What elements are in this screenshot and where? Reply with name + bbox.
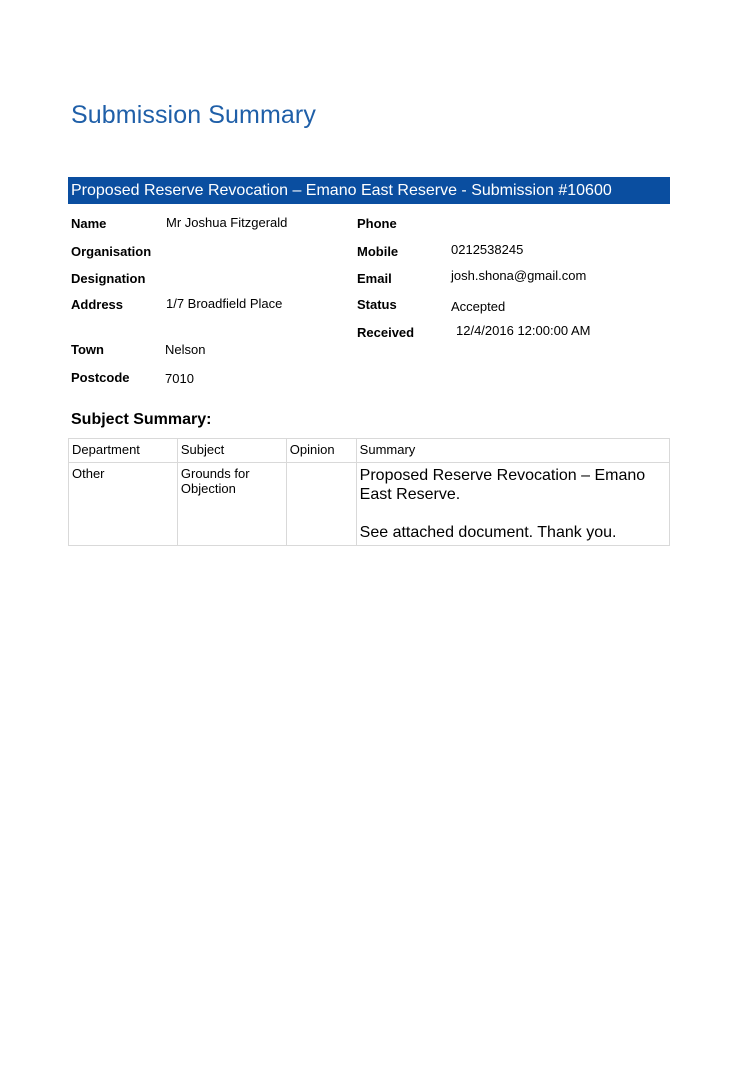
submission-title-bar: Proposed Reserve Revocation – Emano East Reserve - Submission #10600 [68,177,670,204]
mobile-label: Mobile [357,244,399,259]
summary-line: Proposed Reserve Revocation – Emano East Reserve. [359,467,646,503]
column-header-department: Department [69,439,178,463]
status-value: Accepted [451,299,506,314]
column-header-summary: Summary [356,439,669,463]
column-header-opinion: Opinion [286,439,356,463]
name-label: Name [71,216,107,231]
town-label: Town [71,342,104,357]
phone-label: Phone [357,216,397,231]
status-label: Status [357,297,397,312]
summary-line: See attached document. Thank you. [359,524,617,541]
address-label: Address [71,297,124,312]
address-value: 1/7 Broadfield Place [166,296,283,311]
subject-cell: Grounds for Objection [177,463,286,546]
mobile-value: 0212538245 [451,242,524,257]
summary-cell [356,463,669,546]
received-label: Received [357,325,415,340]
email-label: Email [357,271,392,286]
postcode-label: Postcode [71,370,130,385]
postcode-value: 7010 [165,371,194,386]
town-value: Nelson [165,342,206,357]
opinion-cell [286,463,356,546]
subject-summary-heading: Subject Summary: [71,411,212,428]
received-value: 12/4/2016 12:00:00 AM [456,323,591,338]
table-row [69,463,670,546]
page-title: Submission Summary [71,101,316,129]
organisation-label: Organisation [71,244,152,259]
email-value: josh.shona@gmail.com [451,268,587,283]
name-value: Mr Joshua Fitzgerald [166,215,288,230]
column-header-subject: Subject [177,439,286,463]
department-cell: Other [69,463,178,546]
subject-summary-table [68,438,670,546]
table-header-row [69,439,670,463]
designation-label: Designation [71,271,146,286]
